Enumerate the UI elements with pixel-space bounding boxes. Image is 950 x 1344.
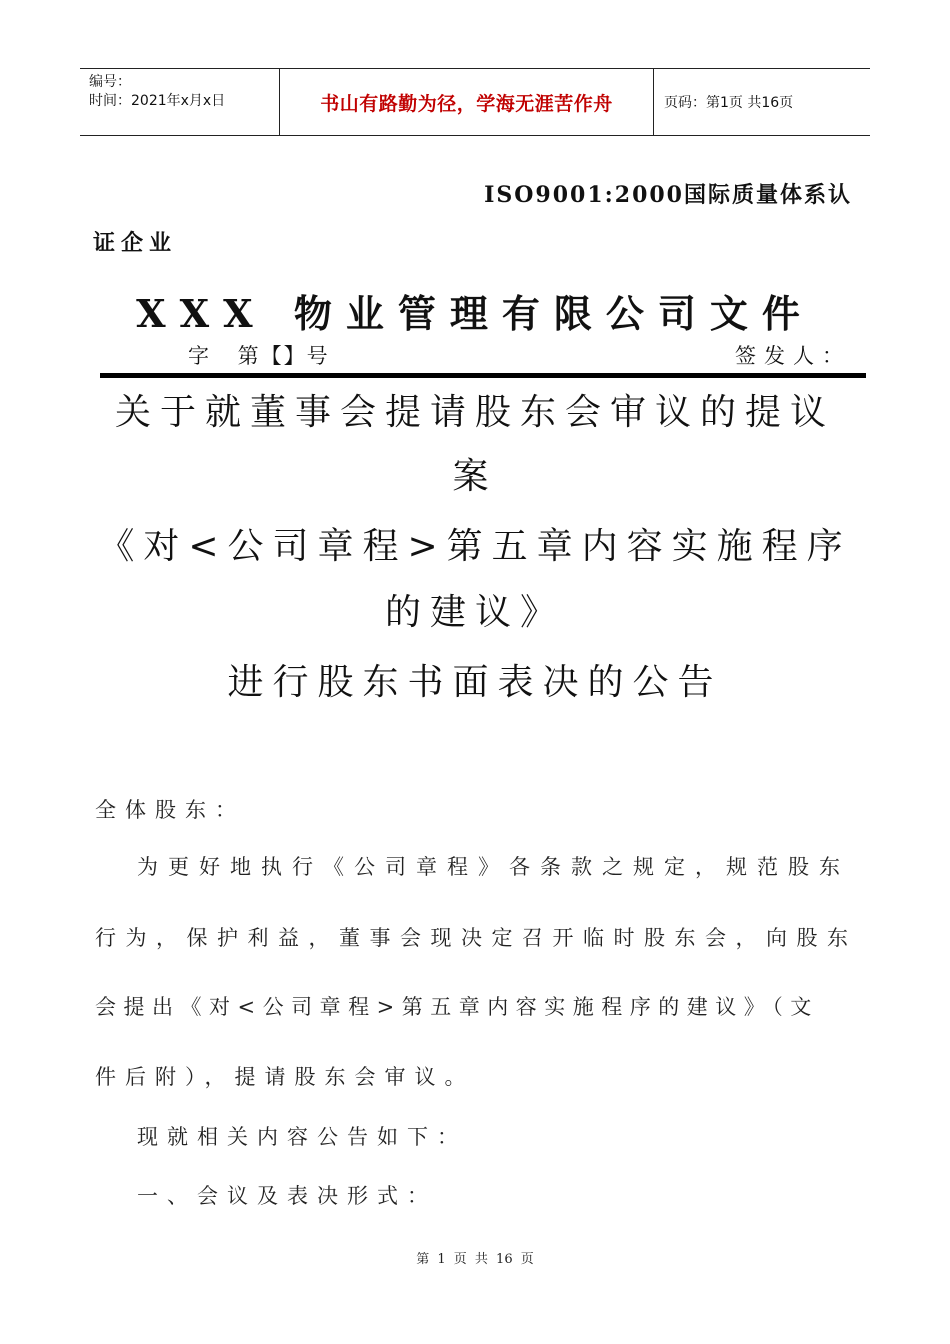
greeting: 全体股东： <box>95 798 245 822</box>
certification-line-2: 证企业 <box>93 230 178 256</box>
header-motto: 书山有路勤为径，学海无涯苦作舟 <box>280 69 654 135</box>
certification-line-1: ISO9001:2000国际质量体系认 <box>484 182 852 208</box>
title-divider <box>100 373 866 378</box>
header-page-info: 页码：第1页 共16页 <box>664 95 794 111</box>
section-heading-1: 一、会议及表决形式： <box>137 1184 437 1208</box>
page-header-table <box>80 68 870 136</box>
document-number-label: 编号： <box>89 74 131 90</box>
paragraph-line: 会提出《对<公司章程>第五章内容实施程序的建议》（文 <box>95 995 819 1019</box>
heading-line-3: 《对<公司章程>第五章内容实施程序 <box>98 526 852 567</box>
heading-line-2: 案 <box>452 456 498 497</box>
announcement-intro: 现就相关内容公告如下： <box>137 1125 467 1149</box>
page-footer: 第 1 页 共 16 页 <box>416 1252 534 1267</box>
company-title: XXX 物业管理有限公司文件 <box>136 291 814 336</box>
document-serial-number: 字 第【】号 <box>188 344 330 368</box>
heading-line-1: 关于就董事会提请股东会审议的提议 <box>114 392 835 433</box>
header-meta-cell <box>80 69 280 135</box>
paragraph-line: 行为，保护利益，董事会现决定召开临时股东会，向股东 <box>95 926 858 950</box>
heading-line-4: 的建议》 <box>384 592 565 633</box>
document-date: 时间：2021年x月x日 <box>89 93 226 109</box>
heading-line-5: 进行股东书面表决的公告 <box>227 662 723 703</box>
paragraph-line: 为更好地执行《公司章程》各条款之规定，规范股东 <box>137 855 850 879</box>
signer-label: 签发人： <box>735 344 851 368</box>
paragraph-line: 件后附），提请股东会审议。 <box>95 1065 475 1089</box>
